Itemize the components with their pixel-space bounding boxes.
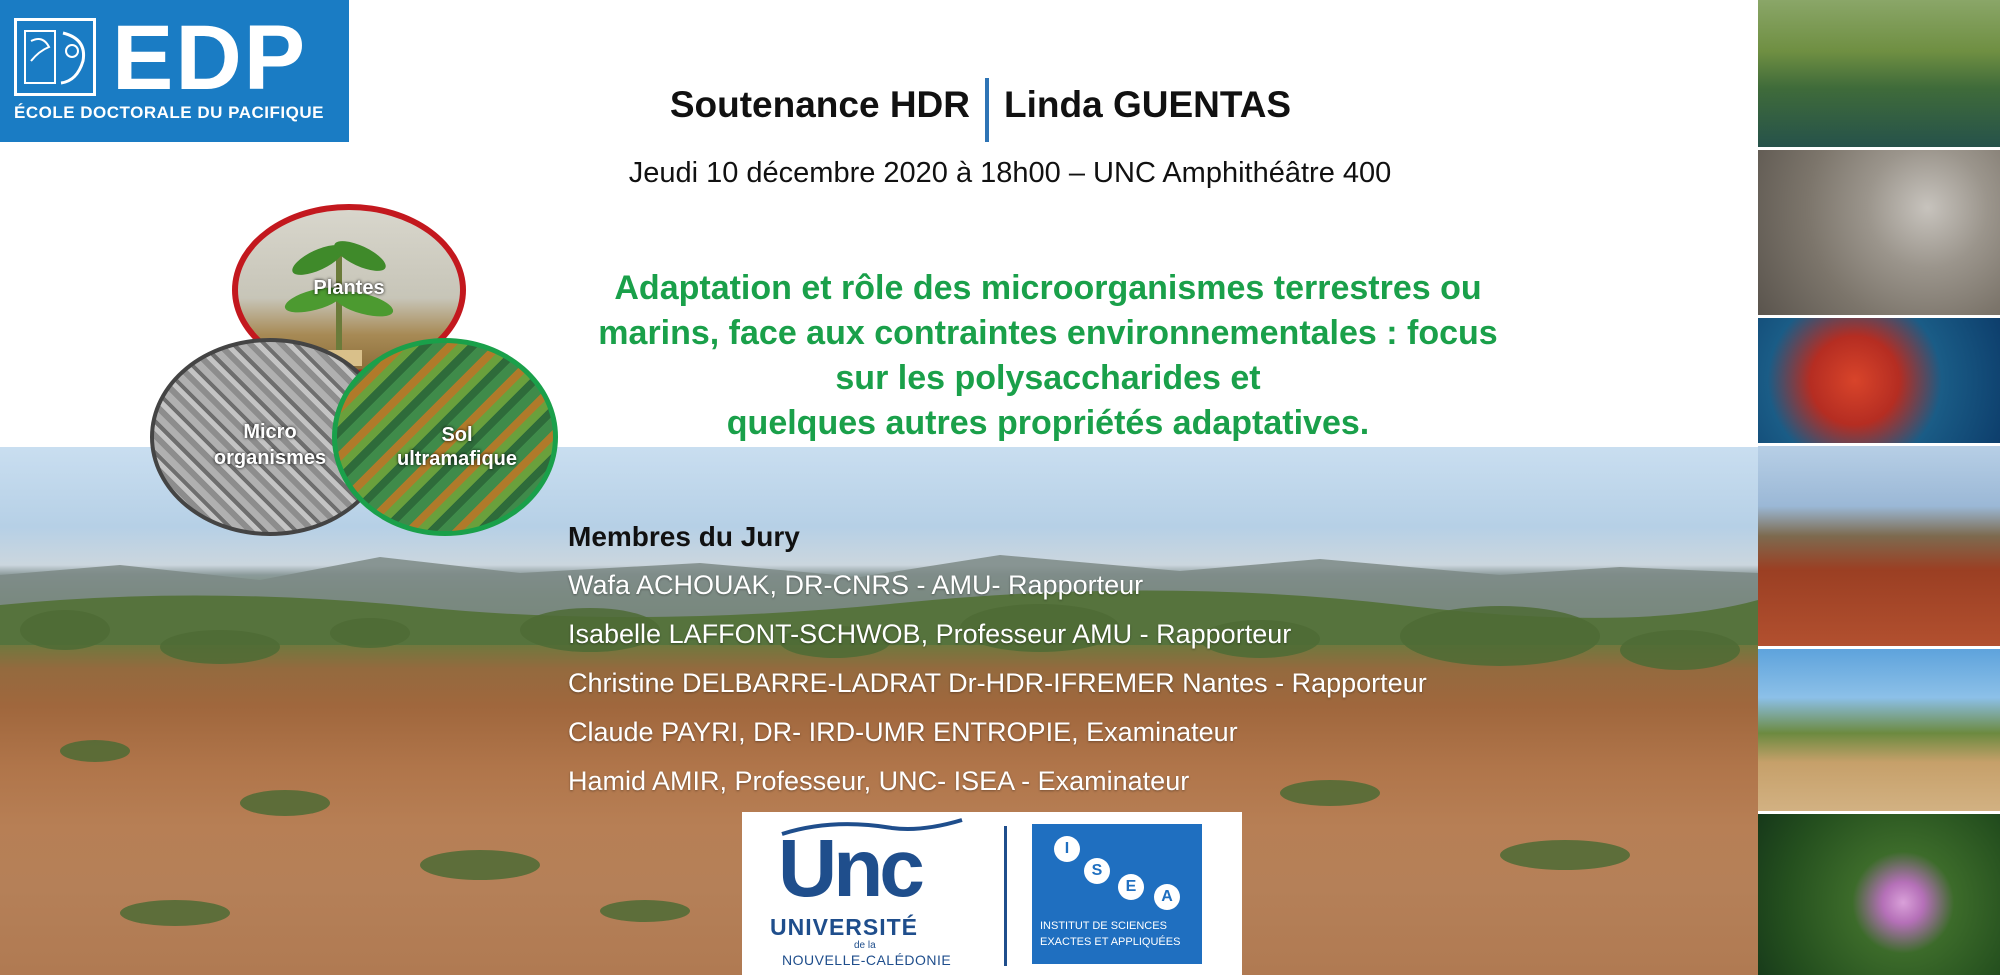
isea-name-line1: INSTITUT DE SCIENCES [1040,920,1167,932]
photo-tree-beach [1758,649,2000,811]
subject-line: quelques autres propriétés adaptatives. [726,404,1370,442]
isea-letter: A [1154,884,1180,910]
event-date-location: Jeudi 10 décembre 2020 à 18h00 – UNC Amphithéâtre 400 [628,157,1392,189]
isea-letter: I [1054,836,1080,862]
isea-name-line2: EXACTES ET APPLIQUÉES [1040,936,1181,948]
jury-heading: Membres du Jury [568,521,800,552]
subject-line: Adaptation et rôle des microorganismes terrestres ou [614,269,1482,307]
sol-ultramafique-circle [332,338,558,536]
jury-member: Isabelle LAFFONT-SCHWOB, Professeur AMU - Rapporteur [568,619,1292,649]
sol-label-line2: ultramafique [396,448,518,470]
edp-logo-letters: EDP [112,7,308,109]
unc-logo-de-la: de la [854,940,876,951]
jury-member: Hamid AMIR, Professeur, UNC- ISEA - Examinateur [568,766,1190,796]
sol-label-line1: Sol [441,424,473,446]
edp-emblem-icon [14,18,96,96]
isea-logo [1032,824,1202,964]
unc-logo-mark: Unc [778,823,921,914]
photo-strip [1758,0,2000,975]
photo-seagrass [1758,0,2000,147]
subject-line: sur les polysaccharides et [835,359,1261,397]
photo-pink-flowers [1758,814,2000,975]
partner-logos [742,812,1242,975]
isea-letter: E [1118,874,1144,900]
photo-red-soil-plant [1758,446,2000,646]
micro-label-line2: organismes [213,447,327,469]
subject-line: marins, face aux contraintes environnementales : focus [598,314,1498,352]
micro-label-line1: Micro [243,421,297,443]
unc-logo-name: UNIVERSITÉ [770,914,919,940]
candidate-name: Linda GUENTAS [1004,84,1292,125]
photo-coral-reef [1758,318,2000,443]
plantes-label: Plantes [313,277,385,299]
thesis-subject [478,266,1618,446]
jury-member: Christine DELBARRE-LADRAT Dr-HDR-IFREMER Nantes - Rapporteur [568,668,1427,698]
photo-shipwreck [1758,150,2000,315]
isea-letter: S [1084,858,1110,884]
unc-logo-region: NOUVELLE-CALÉDONIE [782,952,952,968]
edp-logo-subtitle: ÉCOLE DOCTORALE DU PACIFIQUE [14,103,324,122]
edp-logo [0,0,349,142]
jury-member: Wafa ACHOUAK, DR-CNRS - AMU- Rapporteur [568,570,1144,600]
jury-member: Claude PAYRI, DR- IRD-UMR ENTROPIE, Examinateur [568,717,1238,747]
logos-separator [1004,826,1007,966]
event-title: Soutenance HDR [669,84,970,125]
title-separator [985,78,989,142]
